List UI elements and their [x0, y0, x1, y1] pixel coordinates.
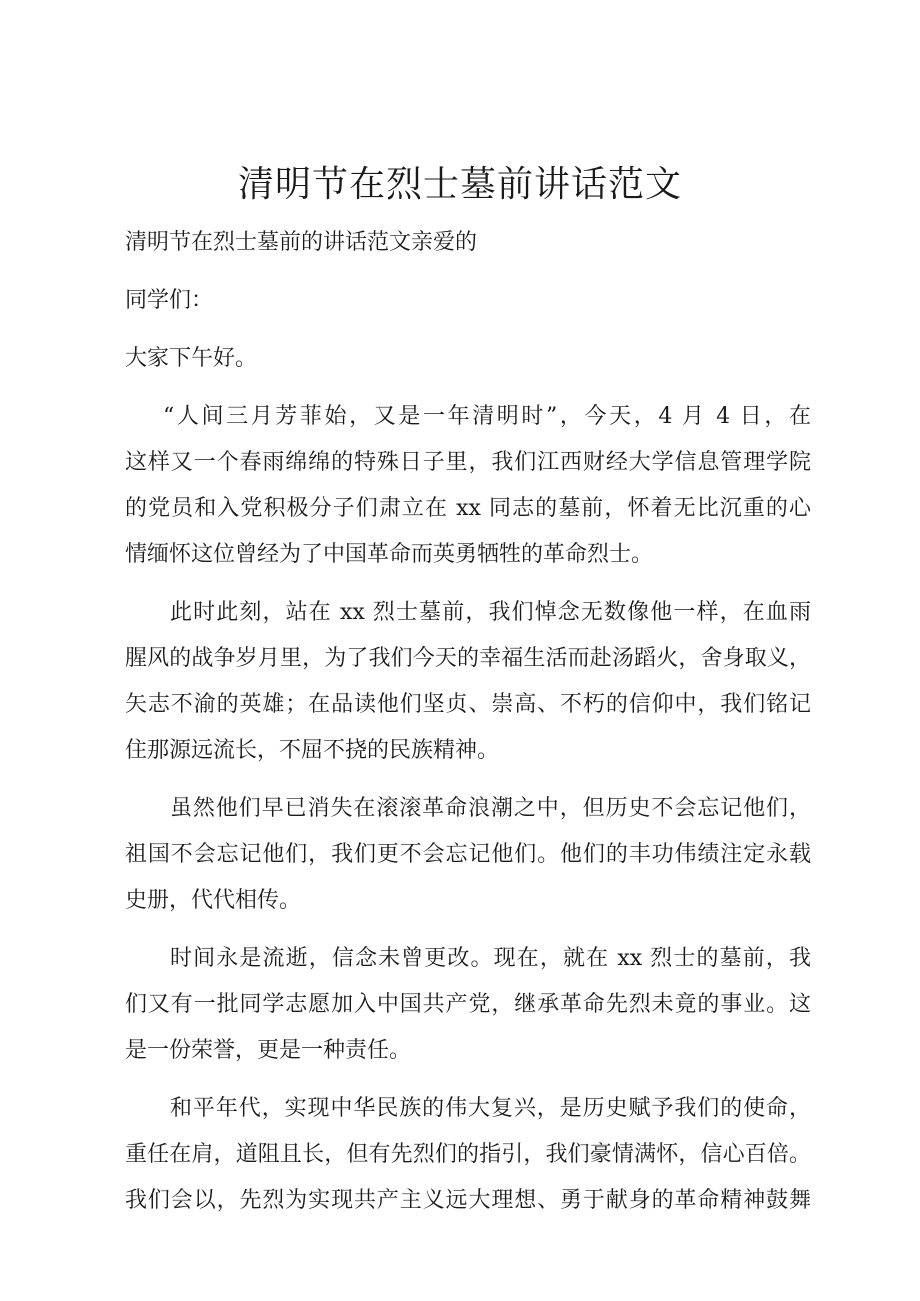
text-line: 们又有一批同学志愿加入中国共产党，继承革命先烈未竟的事业。这 [125, 992, 811, 1017]
text-line: 同学们： [125, 288, 214, 313]
text-line: 史册，代代相传。 [125, 888, 302, 913]
text-line: 清明节在烈士墓前的讲话范文亲爱的 [125, 230, 478, 255]
text-line: 此时此刻，站在 xx 烈士墓前，我们悼念无数像他一样，在血雨 [170, 600, 811, 625]
text-line: 住那源远流长，不屈不挠的民族精神。 [125, 738, 500, 763]
text-line: 腥风的战争岁月里，为了我们今天的幸福生活而赴汤蹈火，舍身取义， [125, 646, 811, 671]
text-line: 情缅怀这位曾经为了中国革命而英勇牺牲的革命烈士。 [125, 542, 654, 567]
text-line: 我们会以，先烈为实现共产主义远大理想、勇于献身的革命精神鼓舞 [125, 1188, 811, 1213]
text-line: 大家下午好。 [125, 346, 258, 371]
text-line: 的党员和入党积极分子们肃立在 xx 同志的墓前，怀着无比沉重的心 [125, 496, 811, 521]
text-line: “人间三月芳菲始，又是一年清明时”，今天，4 月 4 日，在 [163, 404, 811, 429]
text-line: 祖国不会忘记他们，我们更不会忘记他们。他们的丰功伟绩注定永载 [125, 842, 811, 867]
text-line: 虽然他们早已消失在滚滚革命浪潮之中，但历史不会忘记他们， [170, 796, 811, 821]
text-line: 矢志不渝的英雄；在品读他们坚贞、崇高、不朽的信仰中，我们铭记 [125, 692, 811, 717]
document-body [125, 220, 811, 1224]
text-line: 是一份荣誉，更是一种责任。 [125, 1038, 412, 1063]
text-line: 时间永是流逝，信念未曾更改。现在，就在 xx 烈士的墓前，我 [170, 946, 811, 971]
document-title: 清明节在烈士墓前讲话范文 [237, 164, 682, 205]
text-line: 这样又一个春雨绵绵的特殊日子里，我们江西财经大学信息管理学院 [125, 450, 811, 475]
text-line: 和平年代，实现中华民族的伟大复兴，是历史赋予我们的使命， [170, 1096, 811, 1121]
text-line: 重任在肩，道阻且长，但有先烈们的指引，我们豪情满怀，信心百倍。 [125, 1142, 811, 1167]
